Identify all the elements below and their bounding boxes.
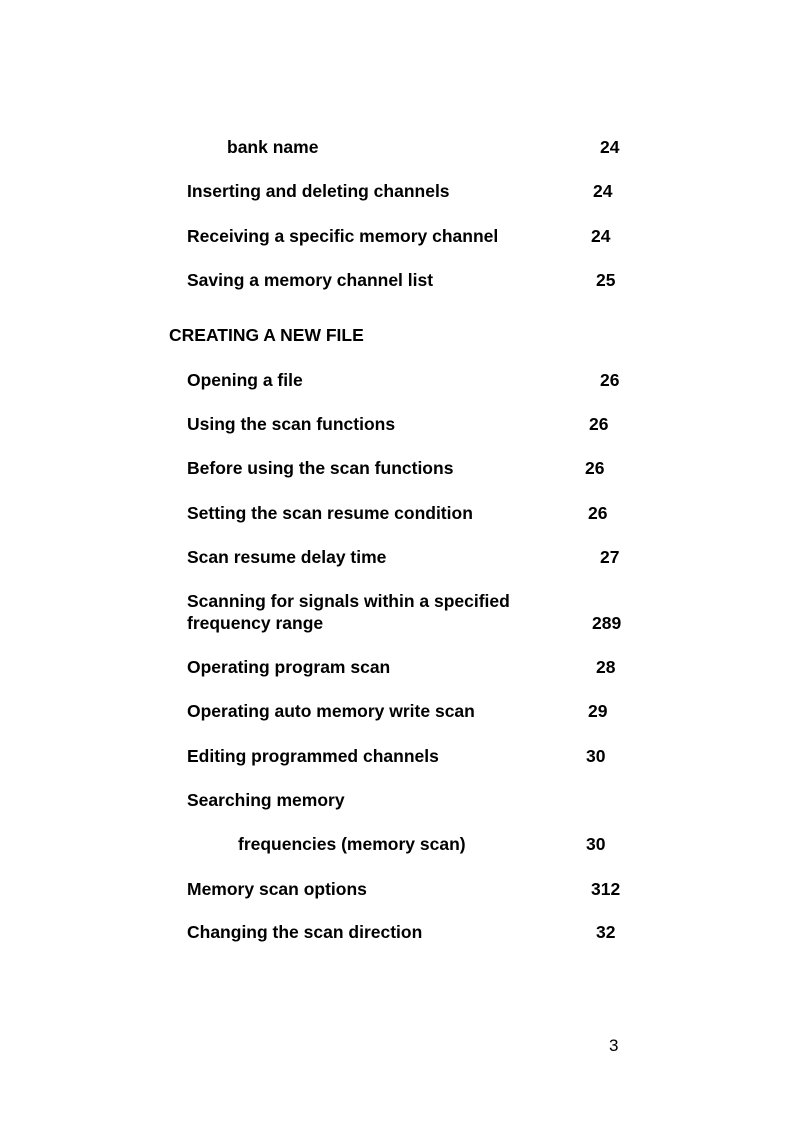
toc-page-inserting-deleting: 24 (593, 181, 613, 201)
toc-page-bank-name: 24 (600, 137, 620, 157)
toc-entry-before-scan: Before using the scan functions (187, 458, 454, 478)
toc-page-editing-channels: 30 (586, 746, 606, 766)
toc-page-auto-memory-write: 29 (588, 701, 608, 721)
toc-entry-memory-scan-freq: frequencies (memory scan) (238, 834, 466, 854)
toc-page-program-scan: 28 (596, 657, 616, 677)
toc-entry-bank-name: bank name (227, 137, 319, 157)
toc-entry-inserting-deleting: Inserting and deleting channels (187, 181, 450, 201)
toc-page-opening-file: 26 (600, 370, 620, 390)
toc-page-resume-condition: 26 (588, 503, 608, 523)
toc-entry-editing-channels: Editing programmed channels (187, 746, 439, 766)
toc-page-receiving-channel: 24 (591, 226, 611, 246)
toc-page-using-scan: 26 (589, 414, 609, 434)
toc-page-saving-list: 25 (596, 270, 616, 290)
toc-entry-scanning-signals: Scanning for signals within a specified (187, 591, 510, 611)
toc-entry-receiving-channel: Receiving a specific memory channel (187, 226, 499, 246)
toc-entry-opening-file: Opening a file (187, 370, 303, 390)
toc-page-scanning-signals: 289 (592, 613, 622, 633)
toc-page-memory-scan-freq: 30 (586, 834, 606, 854)
toc-page-scan-direction: 32 (596, 922, 616, 942)
toc-page-resume-delay: 27 (600, 547, 620, 567)
toc-entry-scan-direction: Changing the scan direction (187, 922, 423, 942)
page-number: 3 (609, 1036, 619, 1055)
toc-entry-scanning-signals-cont: frequency range (187, 613, 324, 633)
toc-page-before-scan: 26 (585, 458, 605, 478)
toc-entry-searching-memory: Searching memory (187, 790, 345, 810)
toc-entry-resume-delay: Scan resume delay time (187, 547, 387, 567)
toc-entry-resume-condition: Setting the scan resume condition (187, 503, 473, 523)
toc-entry-saving-list: Saving a memory channel list (187, 270, 434, 290)
toc-entry-program-scan: Operating program scan (187, 657, 391, 677)
toc-page-memory-scan-options: 312 (591, 879, 621, 899)
toc-entry-memory-scan-options: Memory scan options (187, 879, 367, 899)
toc-entry-using-scan: Using the scan functions (187, 414, 396, 434)
toc-entry-auto-memory-write: Operating auto memory write scan (187, 701, 475, 721)
section-heading: CREATING A NEW FILE (169, 325, 364, 345)
